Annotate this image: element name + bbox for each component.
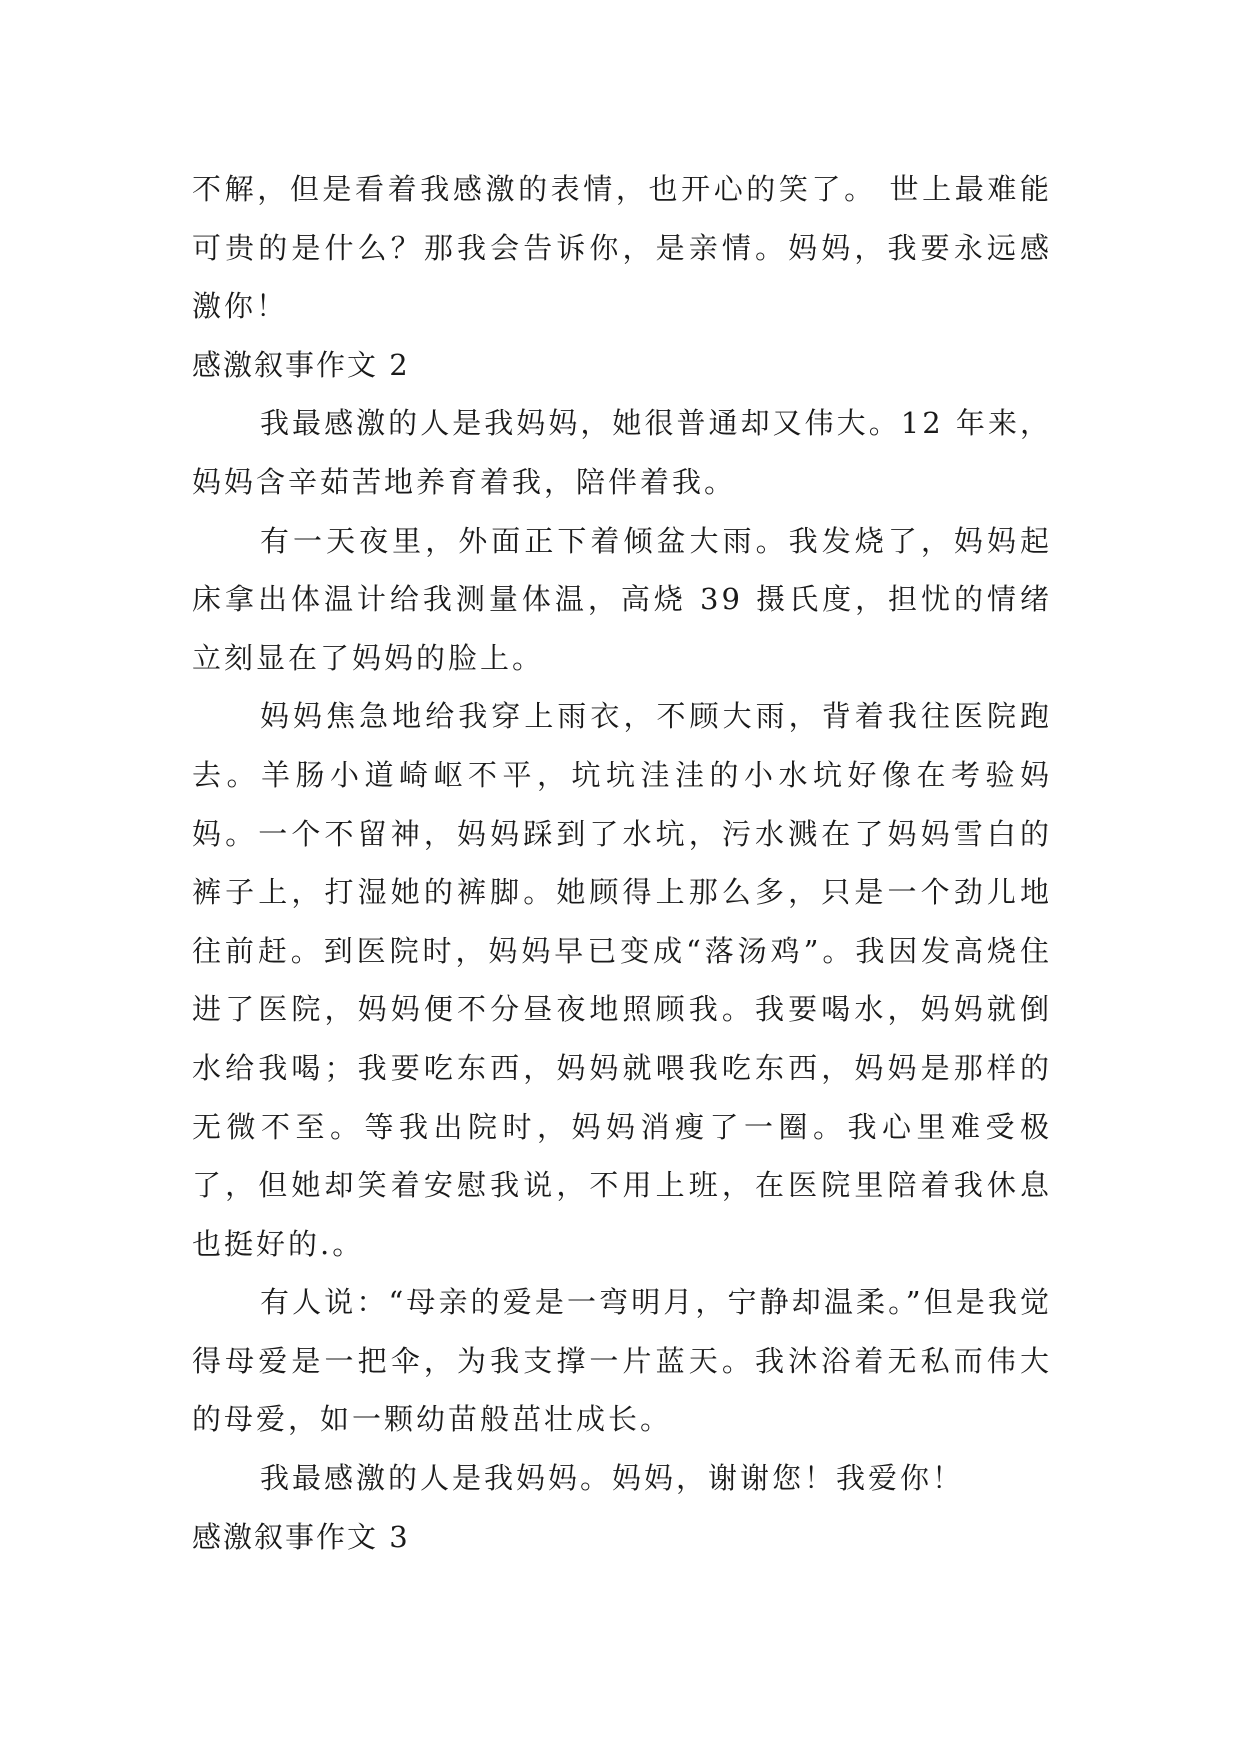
- essay-2-paragraph-5: 我最感激的人是我妈妈。妈妈，谢谢您！我爱你！: [260, 1461, 965, 1496]
- essay-2-paragraph-1: 我最感激的人是我妈妈，她很普通却又伟大。12 年来，妈妈含辛茹苦地养育着我，陪伴着我。: [192, 406, 1052, 499]
- essay-2-paragraph-4: 有人说：“母亲的爱是一弯明月，宁静却温柔。”但是我觉得母爱是一把伞，为我支撑一片蓝天。我沐浴着无私而伟大的母爱，如一颗幼苗般茁壮成长。: [192, 1285, 1052, 1437]
- continuation-paragraph: 不解，但是看着我感激的表情，也开心的笑了。 世上最难能可贵的是什么？那我会告诉你，是亲情。妈妈，我要永远感激你！: [192, 172, 1052, 324]
- essay-2-heading: 感激叙事作文 2: [192, 347, 410, 382]
- essay-2-paragraph-2: 有一天夜里，外面正下着倾盆大雨。我发烧了，妈妈起床拿出体温计给我测量体温，高烧 39 摄氏度，担忧的情绪立刻显在了妈妈的脸上。: [192, 523, 1052, 675]
- document-page: [192, 160, 1052, 1566]
- essay-3-heading: 感激叙事作文 3: [192, 1519, 410, 1554]
- essay-2-paragraph-3: 妈妈焦急地给我穿上雨衣，不顾大雨，背着我往医院跑去。羊肠小道崎岖不平，坑坑洼洼的小水坑好像在考验妈妈。一个不留神，妈妈踩到了水坑，污水溅在了妈妈雪白的裤子上，打湿她的裤脚。她顾得上那么多，只是一个劲儿地往前赶。到医院时，妈妈早已变成“落汤鸡”。我因发高烧住进了医院，妈妈便不分昼夜地照顾我。我要喝水，妈妈就倒水给我喝；我要吃东西，妈妈就喂我吃东西，妈妈是那样的无微不至。等我出院时，妈妈消瘦了一圈。我心里难受极了，但她却笑着安慰我说，不用上班，在医院里陪着我休息也挺好的.。: [192, 699, 1052, 1261]
